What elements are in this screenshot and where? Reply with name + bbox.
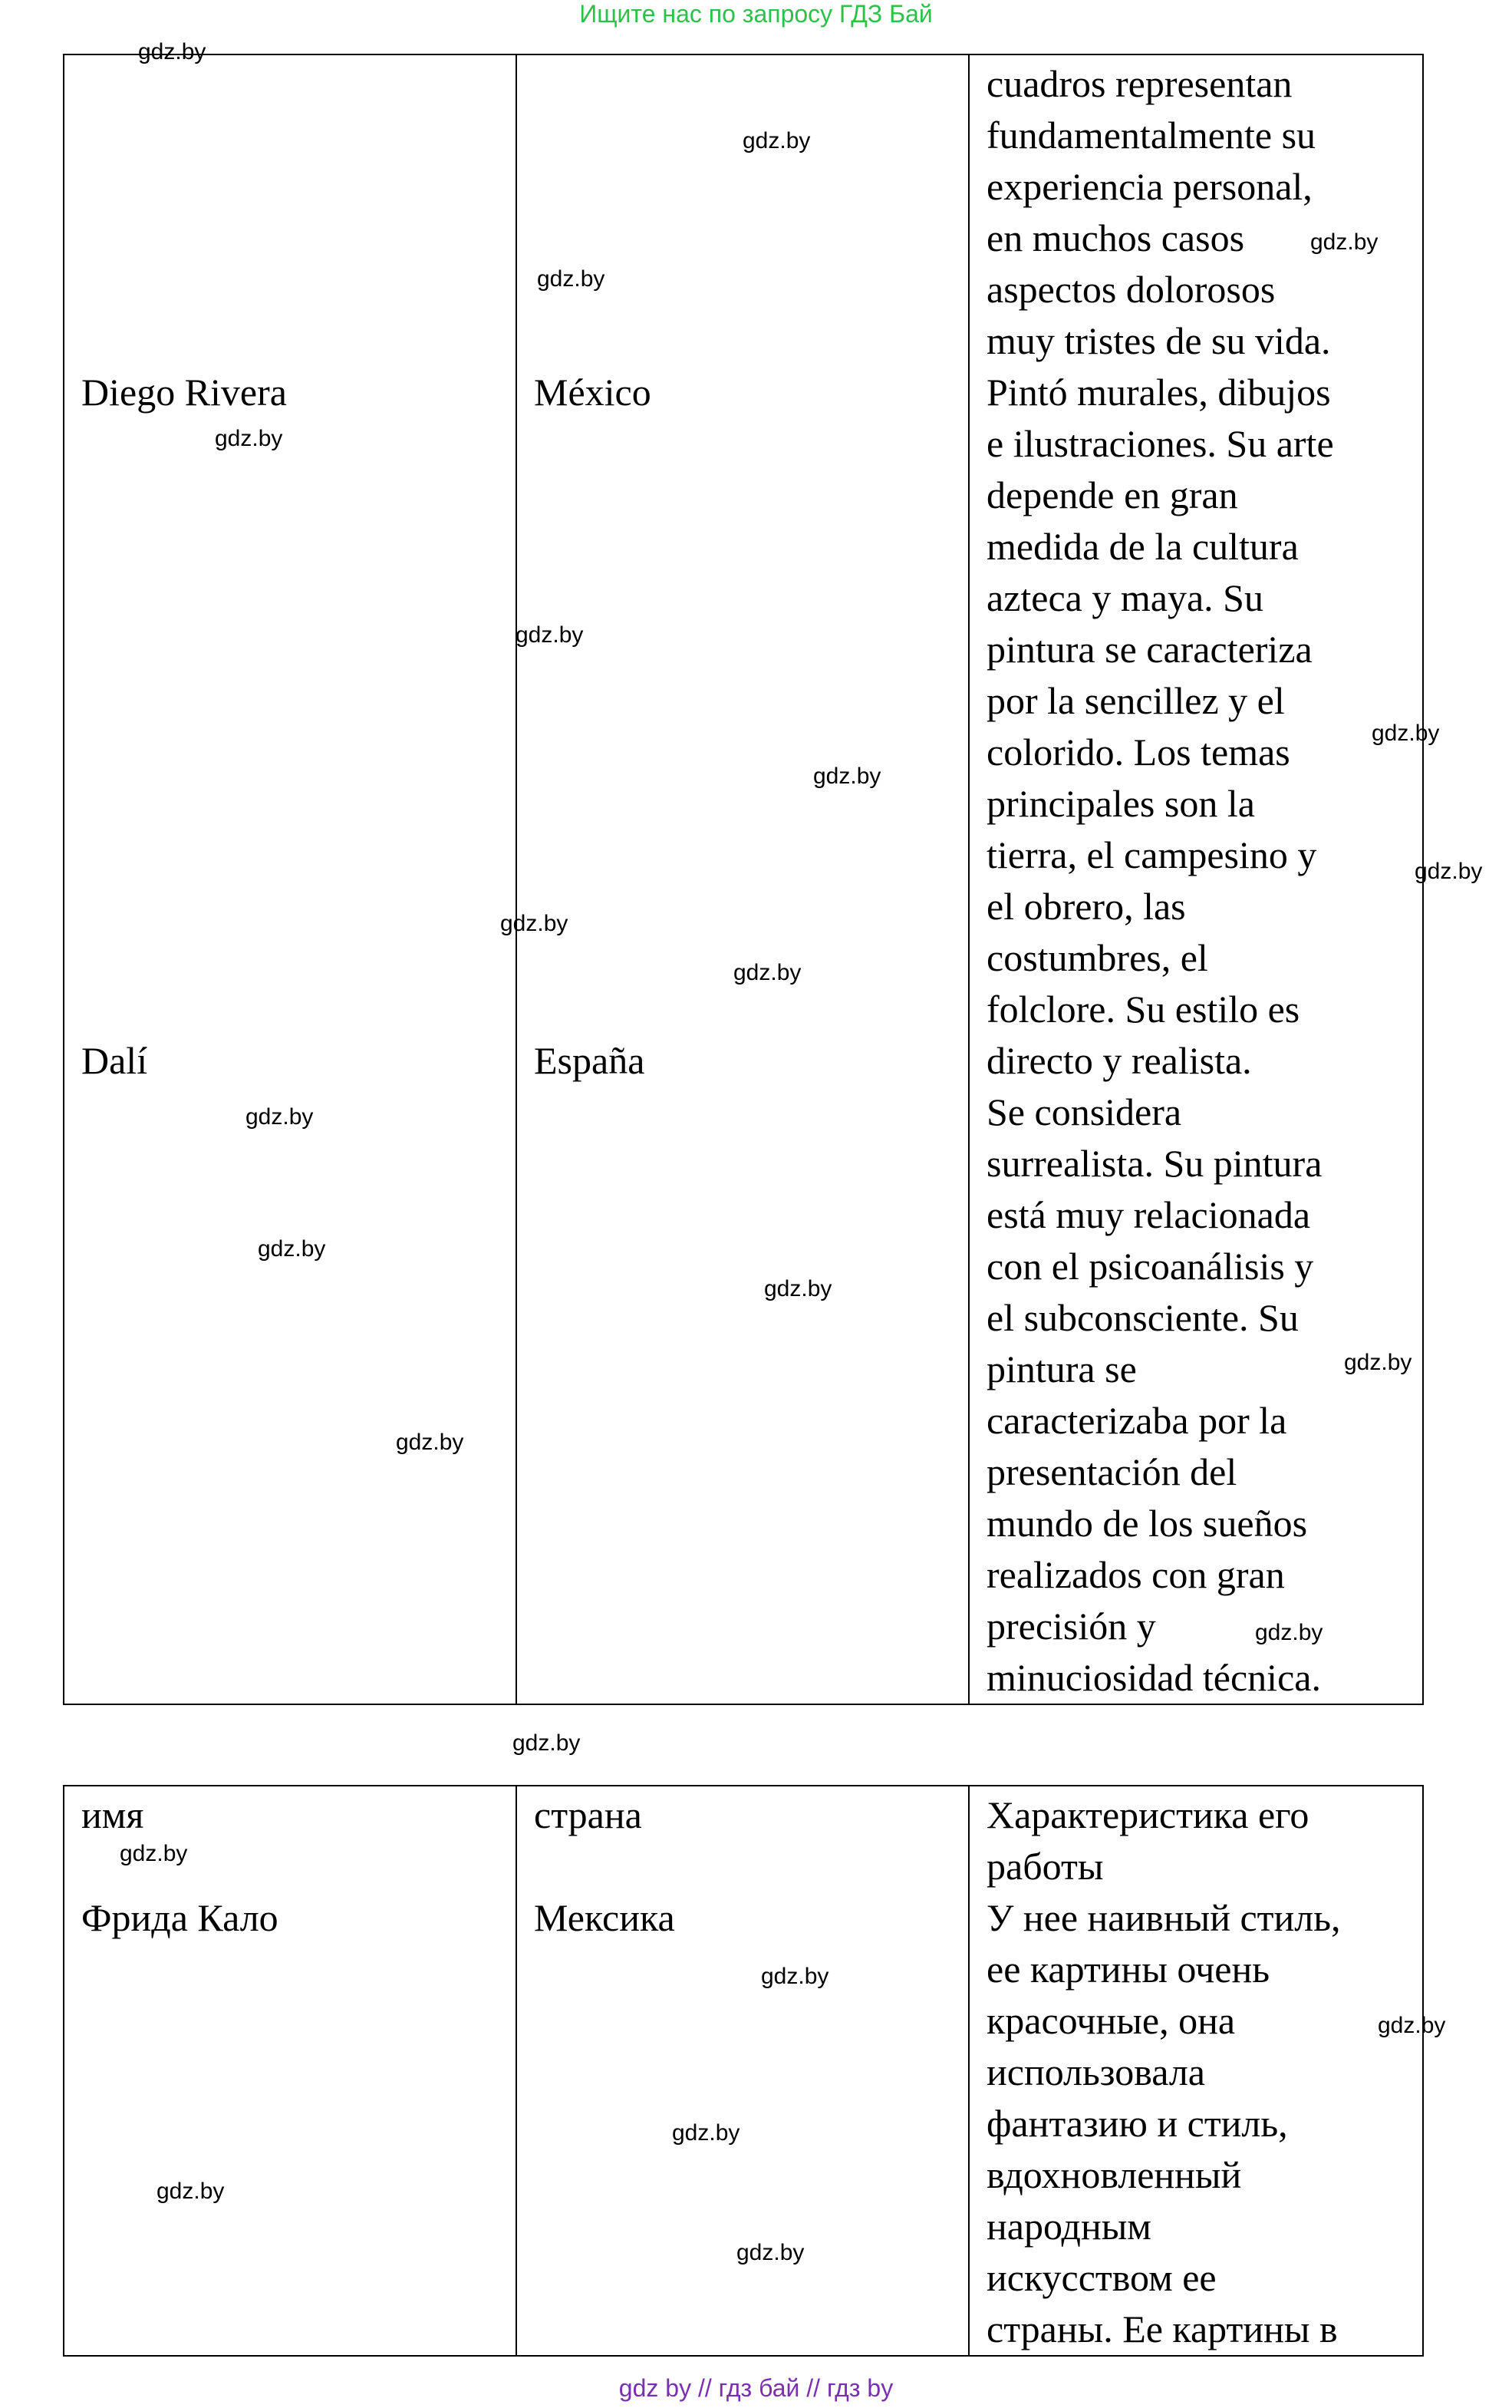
watermark: gdz.by: [743, 128, 811, 153]
watermark: gdz.by: [156, 2179, 225, 2204]
artist-name: Dalí: [81, 1039, 148, 1082]
artists-table-continued: [63, 54, 1424, 1705]
artist-country: Мексика: [534, 1896, 675, 1939]
header-description: Характеристика его работы: [987, 1793, 1309, 1888]
name-cell: [64, 54, 516, 1704]
table-row: [64, 54, 1423, 1704]
top-banner: Ищите нас по запросу ГДЗ Бай: [579, 0, 933, 28]
description-cell: [969, 1786, 1423, 2356]
watermark: gdz.by: [1255, 1620, 1323, 1645]
watermark: gdz.by: [512, 1730, 581, 1756]
watermark: gdz.by: [813, 764, 881, 789]
footer-links: gdz by // гдз бай // гдз by: [618, 2374, 894, 2402]
watermark: gdz.by: [537, 266, 605, 292]
artist-country: México: [534, 371, 651, 414]
artist-description: Pintó murales, dibujos e ilustraciones. Su arte depende en gran medida de la cultura azteca y maya. Su pintura se caracteriza por la sencillez y el colorido. Los temas principales son la tierra, el campesino y el obrero, las costumbres, el folclore. Su estilo es directo y realista.: [987, 371, 1334, 1082]
watermark: gdz.by: [215, 426, 283, 451]
watermark: gdz.by: [736, 2240, 805, 2265]
country-cell: [516, 54, 969, 1704]
watermark: gdz.by: [1344, 1350, 1412, 1375]
watermark: gdz.by: [138, 39, 206, 64]
watermark: gdz.by: [761, 1964, 829, 1989]
artist-name: Фрида Кало: [81, 1896, 278, 1939]
table-row: [64, 1786, 1423, 2356]
artists-table: [63, 1785, 1424, 2357]
name-cell: [64, 1786, 516, 2356]
description-cell: [969, 54, 1423, 1704]
watermark: gdz.by: [1415, 859, 1483, 884]
watermark: gdz.by: [1378, 2013, 1446, 2038]
header-name: имя: [81, 1793, 144, 1836]
watermark: gdz.by: [396, 1430, 464, 1455]
artist-description: cuadros representan fundamentalmente su experiencia personal, en muchos casos aspectos dolorosos muy tristes de su vida.: [987, 62, 1331, 362]
watermark: gdz.by: [120, 1841, 188, 1866]
watermark: gdz.by: [258, 1236, 326, 1262]
watermark: gdz.by: [733, 960, 802, 985]
artist-name: Diego Rivera: [81, 371, 287, 414]
watermark: gdz.by: [516, 622, 584, 648]
country-cell: [516, 1786, 969, 2356]
watermark: gdz.by: [245, 1104, 314, 1130]
watermark: gdz.by: [1310, 229, 1379, 255]
watermark: gdz.by: [764, 1276, 832, 1301]
watermark: gdz.by: [672, 2120, 740, 2146]
header-country: страна: [534, 1793, 642, 1836]
artist-description: Se considera surrealista. Su pintura está muy relacionada con el psicoanálisis y el subconsciente. Su pintura se caracterizaba por la presentación del mundo de los sueños realizados con gran precisión y minuciosidad técnica.: [987, 1090, 1323, 1699]
watermark: gdz.by: [1372, 721, 1440, 746]
artist-country: España: [534, 1039, 645, 1082]
artist-description: У нее наивный стиль, ее картины очень красочные, она использовала фантазию и стиль, вдохновленный народным искусством ее страны. Ее картины в: [987, 1896, 1341, 2350]
watermark: gdz.by: [500, 911, 568, 936]
